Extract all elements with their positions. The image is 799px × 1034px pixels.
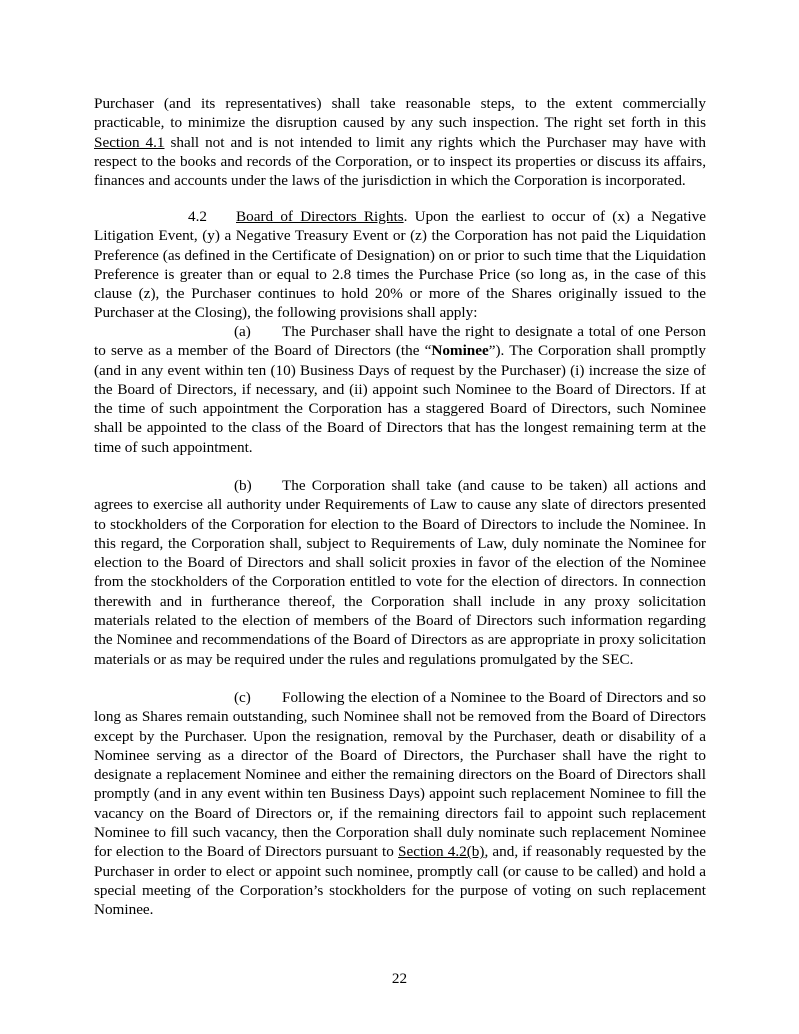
paragraph-text: . Upon the earliest to occur of (x) a Negative Litigation Event, (y) a Negative Treasury Event or (z) the Corporation has not paid the Liquidation Preference (as defined in the Certificate of Designation) on or prior to such time that the Liquidation Preference is greater than or equal to 2.8 times the Purchase Price (so long as, in the case of this clause (z), the Purchaser continues to hold 20% or more of the Shares originally issued to the Purchaser at the Closing), the following provisions shall apply: xyxy=(94,208,706,322)
page-number: 22 xyxy=(391,970,408,987)
defined-term-nominee: Nominee xyxy=(431,342,489,360)
subsection-b-election xyxy=(94,476,706,669)
subsection-label: (b) xyxy=(234,477,252,494)
section-heading: Board of Directors Rights xyxy=(236,208,404,225)
paragraph-text: shall not and is not intended to limit any rights which the Purchaser may have with respect to the books and records of the Corporation, or to inspect its properties or discuss its affairs, finances and accounts under the laws of the jurisdiction in which the Corporation is incorporated. xyxy=(94,133,706,190)
paragraph-text: The Purchaser shall have the right to designate a total of one Person to serve as a member of the Board of Directors (the “ xyxy=(94,323,706,360)
paragraph-text: Purchaser (and its representatives) shall take reasonable steps, to the extent commercially practicable, to minimize the disruption caused by any such inspection. The right set forth in this xyxy=(94,95,706,132)
section-4-2-board-rights xyxy=(94,207,706,323)
paragraph-text: , and, if reasonably requested by the Purchaser in order to elect or appoint such nominee, promptly call (or cause to be called) and hold a special meeting of the Corporation’s stockholders for the purpose of voting on such replacement Nominee. xyxy=(94,843,706,919)
section-reference-4-1: Section 4.1 xyxy=(94,133,165,151)
paragraph-text: Following the election of a Nominee to the Board of Directors and so long as Shares remain outstanding, such Nominee shall not be removed from the Board of Directors except by the Purchaser. Upon the resignation, removal by the Purchaser, death or disability of a Nominee serving as a director of the Board of Directors, the Purchaser shall have the right to designate a replacement Nominee and either the remaining directors on the Board of Directors shall promptly (and in any event within ten Business Days) appoint such replacement Nominee to fill the vacancy on the Board of Directors or, if the remaining directors fail to appoint such replacement Nominee to fill such vacancy, then the Corporation shall duly nominate such replacement Nominee for election to the Board of Directors pursuant to xyxy=(94,689,706,861)
section-reference-4-2-b: Section 4.2(b) xyxy=(398,843,485,861)
subsection-c-replacement xyxy=(94,688,706,920)
subsection-label: (a) xyxy=(234,323,251,340)
paragraph-text: ”). The Corporation shall promptly (and in any event within ten (10) Business Days of request by the Purchaser) (i) increase the size of the Board of Directors, if necessary, and (ii) appoint such Nominee to the Board of Directors. If at the time of such appointment the Corporation has a staggered Board of Directors, such Nominee shall be appointed to the class of the Board of Directors that has the longest remaining term at the time of such appointment. xyxy=(94,342,706,456)
subsection-a-nominee xyxy=(94,322,706,457)
section-number: 4.2 xyxy=(188,208,207,225)
paragraph-inspection-continuation xyxy=(94,94,706,190)
subsection-label: (c) xyxy=(234,689,251,706)
paragraph-text: The Corporation shall take (and cause to be taken) all actions and agrees to exercise all authority under Requirements of Law to cause any slate of directors presented to stockholders of the Corporation for election to the Board of Directors to include the Nominee. In this regard, the Corporation shall, subject to Requirements of Law, duly nominate the Nominee for election to the Board of Directors and shall solicit proxies in favor of the election of the Nominee from the stockholders of the Corporation entitled to vote for the election of directors. In connection therewith and in furtherance thereof, the Corporation shall include in any proxy solicitation materials related to the election of members of the Board of Directors such information regarding the Nominee and recommendations of the Board of Directors as are appropriate in proxy solicitation materials or as may be required under the rules and regulations promulgated by the SEC. xyxy=(94,477,706,668)
